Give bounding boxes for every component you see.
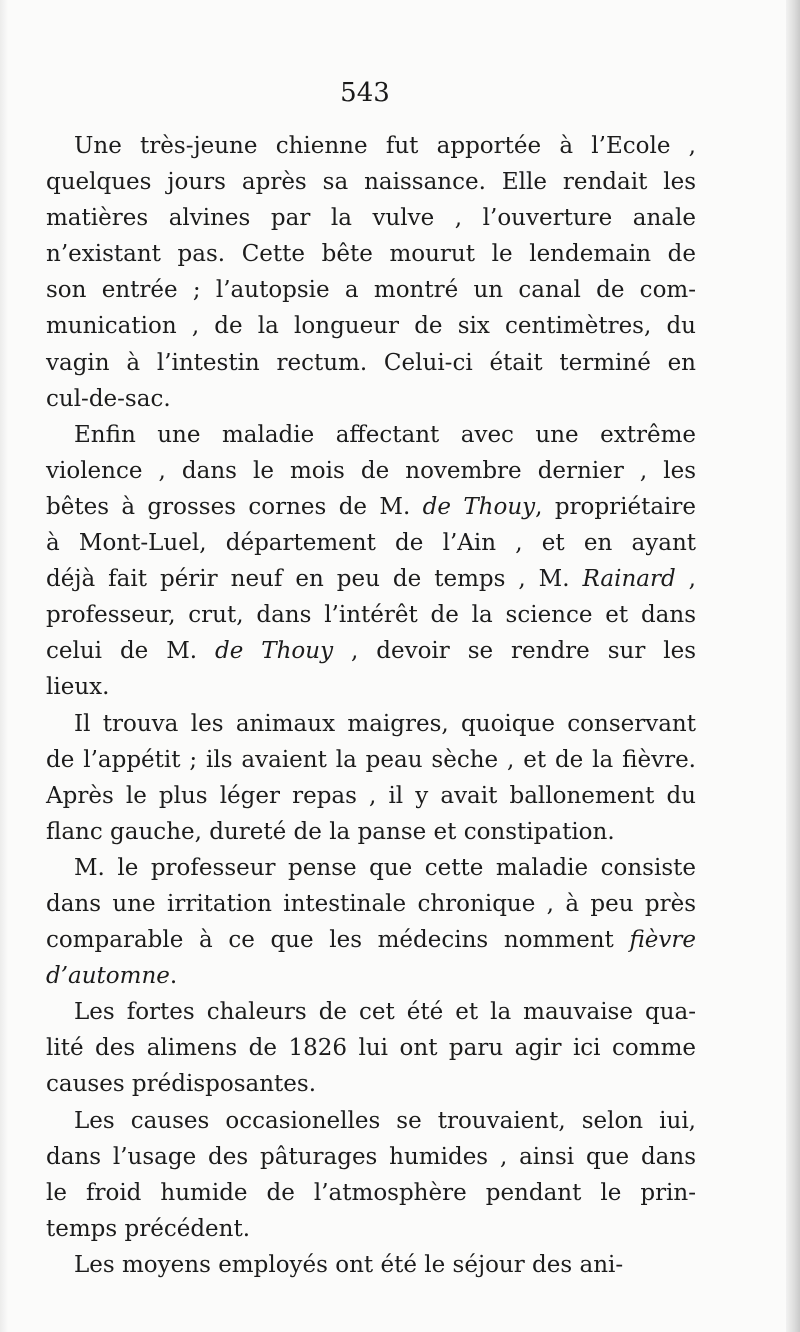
text-line	[46, 922, 696, 958]
text-segment: temps précédent.	[46, 1215, 251, 1242]
italic-text: d’automne	[46, 963, 170, 990]
text-segment: dans une irritation intestinale chronique , à peu près	[46, 890, 696, 917]
text-line	[46, 633, 696, 669]
text-segment: n’existant pas. Cette bête mourut le lendemain de	[46, 241, 696, 268]
text-line	[46, 994, 696, 1030]
paragraph	[46, 1103, 696, 1247]
text-line	[46, 886, 696, 922]
paragraph	[46, 994, 696, 1102]
text-line	[46, 778, 696, 814]
text-segment: son entrée ; l’autopsie a montré un canal de com-	[46, 277, 696, 304]
text-line	[46, 669, 696, 705]
text-segment: M. le professeur pense que cette maladie consiste	[74, 854, 696, 881]
text-line	[46, 1247, 696, 1283]
text-segment: ,	[675, 566, 696, 593]
text-segment: causes prédisposantes.	[46, 1071, 317, 1098]
italic-text: de Thouy	[215, 638, 334, 665]
text-line	[46, 1066, 696, 1102]
text-line	[46, 308, 696, 344]
paragraph	[46, 1247, 696, 1283]
text-line	[46, 128, 696, 164]
text-body	[46, 128, 696, 1283]
text-segment: Les causes occasionelles se trouvaient, selon iui,	[74, 1107, 696, 1134]
paragraph	[46, 706, 696, 850]
text-line	[46, 453, 696, 489]
text-segment: matières alvines par la vulve , l’ouverture anale	[46, 205, 696, 232]
text-segment: cul-de-sac.	[46, 385, 171, 412]
text-line	[46, 236, 696, 272]
text-line	[46, 850, 696, 886]
page-gutter-shadow	[786, 0, 800, 1332]
italic-text: de Thouy	[422, 493, 536, 520]
text-segment: vagin à l’intestin rectum. Celui-ci était terminé en	[46, 349, 696, 376]
text-segment: , devoir se rendre sur les	[333, 638, 697, 665]
text-segment: munication , de la longueur de six centimètres, du	[46, 313, 696, 340]
page-number: 543	[340, 78, 390, 108]
text-line	[46, 561, 696, 597]
text-line	[46, 164, 696, 200]
italic-text: fièvre	[629, 927, 696, 954]
text-segment: de l’appétit ; ils avaient la peau sèche , et de la fièvre.	[46, 746, 696, 773]
text-segment: quelques jours après sa naissance. Elle rendait les	[46, 169, 696, 196]
text-segment: flanc gauche, dureté de la panse et constipation.	[46, 818, 615, 845]
text-line	[46, 742, 696, 778]
text-line	[46, 272, 696, 308]
text-line	[46, 1175, 696, 1211]
text-segment: .	[169, 963, 178, 990]
text-segment: dans l’usage des pâturages humides , ainsi que dans	[46, 1143, 696, 1170]
text-segment: bêtes à grosses cornes de M.	[46, 493, 423, 520]
text-segment: Une très-jeune chienne fut apportée à l’Ecole ,	[74, 133, 696, 159]
text-segment: le froid humide de l’atmosphère pendant le prin-	[46, 1179, 696, 1206]
text-line	[46, 1030, 696, 1066]
text-segment: Enfin une maladie affectant avec une extrême	[74, 421, 696, 448]
text-segment: Les moyens employés ont été le séjour des ani-	[74, 1251, 624, 1278]
text-line	[46, 200, 696, 236]
text-segment: professeur, crut, dans l’intérêt de la science et dans	[46, 602, 696, 629]
text-line	[46, 1139, 696, 1175]
text-line	[46, 958, 696, 994]
text-segment: , propriétaire	[535, 493, 696, 520]
text-line	[46, 345, 696, 381]
page-left-edge	[0, 0, 8, 1332]
text-segment: comparable à ce que les médecins nomment	[46, 927, 630, 954]
text-line	[46, 814, 696, 850]
text-segment: à Mont-Luel, département de l’Ain , et en ayant	[46, 530, 696, 557]
text-segment: violence , dans le mois de novembre dernier , les	[46, 457, 696, 484]
text-segment: Les fortes chaleurs de cet été et la mauvaise qua-	[74, 999, 696, 1026]
text-line	[46, 417, 696, 453]
text-segment: Après le plus léger repas , il y avait ballonement du	[46, 782, 696, 809]
text-segment: Il trouva les animaux maigres, quoique conservant	[74, 710, 696, 737]
italic-text: Rainard	[582, 566, 676, 593]
text-line	[46, 706, 696, 742]
text-line	[46, 1211, 696, 1247]
paragraph	[46, 417, 696, 706]
paragraph	[46, 850, 696, 994]
text-line	[46, 381, 696, 417]
text-line	[46, 525, 696, 561]
text-segment: celui de M.	[46, 638, 215, 665]
text-line	[46, 597, 696, 633]
text-line	[46, 1103, 696, 1139]
text-segment: lité des alimens de 1826 lui ont paru agir ici comme	[46, 1035, 696, 1062]
text-line	[46, 489, 696, 525]
text-segment: déjà fait périr neuf en peu de temps , M.	[46, 566, 583, 593]
paragraph	[46, 128, 696, 417]
text-segment: lieux.	[46, 674, 110, 701]
